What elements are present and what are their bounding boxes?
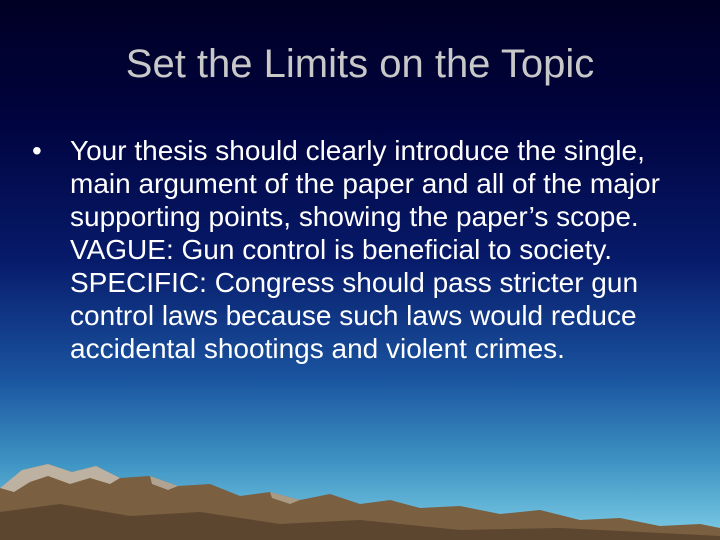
bullet-marker: •: [32, 135, 42, 166]
slide-body: [32, 134, 692, 365]
specific-example: SPECIFIC: Congress should pass stricter gun control laws because such laws would reduce accidental shootings and violent crimes.: [70, 267, 639, 364]
bullet-item: [32, 134, 692, 233]
vague-example: VAGUE: Gun control is beneficial to society.: [70, 234, 613, 265]
slide-title: Set the Limits on the Topic: [125, 42, 595, 86]
mountain-range-illustration: [0, 420, 720, 540]
bullet-text: Your thesis should clearly introduce the single, main argument of the paper and all of the major supporting points, showing the paper’s scope.: [70, 135, 660, 232]
